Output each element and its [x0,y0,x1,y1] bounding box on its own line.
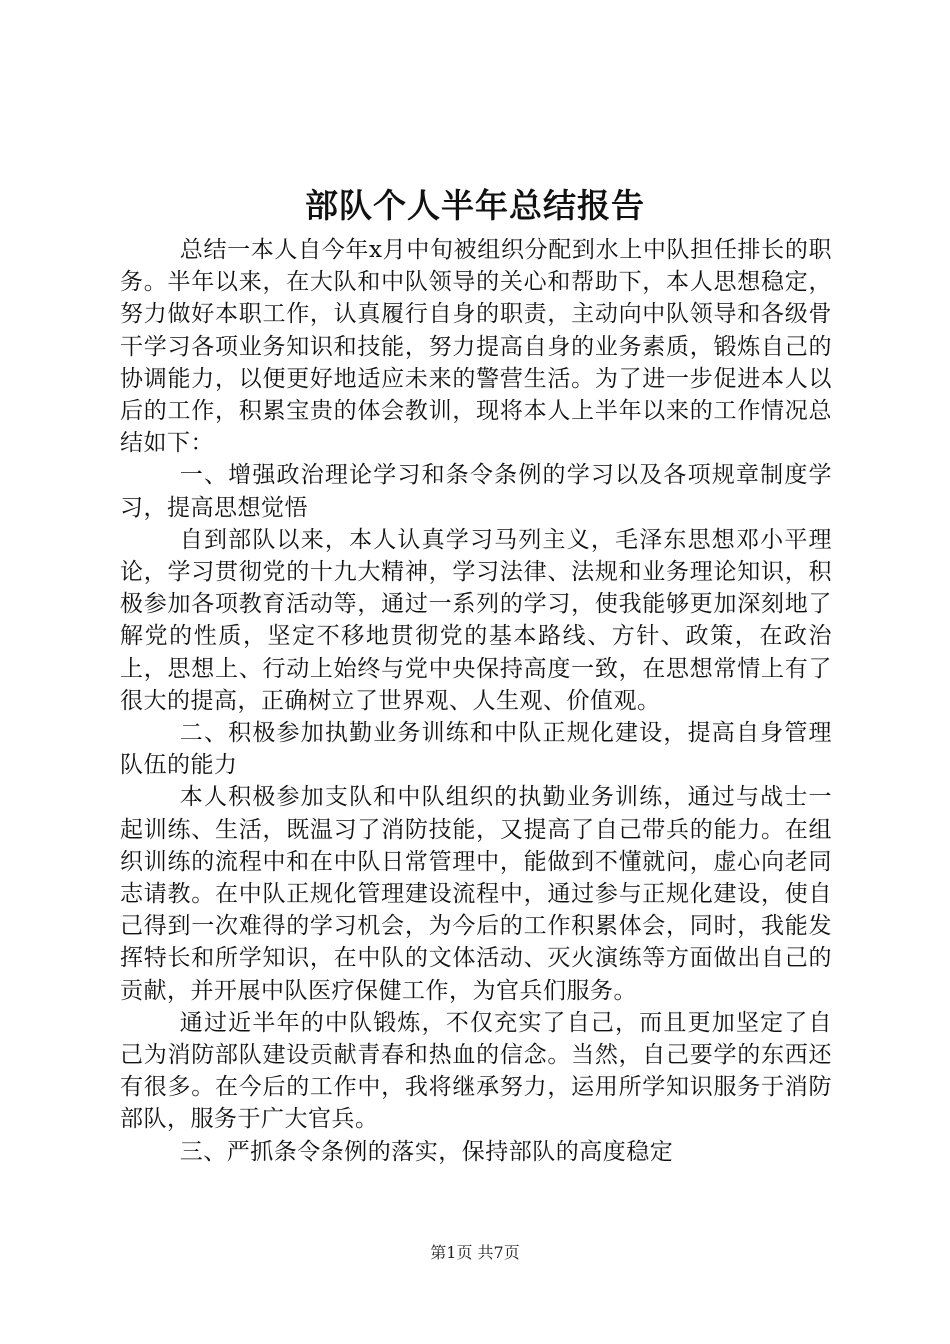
document-body [120,234,832,1168]
section-heading-1: 一、增强政治理论学习和条令条例的学习以及各项规章制度学习，提高思想觉悟 [120,462,832,521]
paragraph-intro: 总结一本人自今年x月中旬被组织分配到水上中队担任排长的职务。半年以来，在大队和中队领导的关心和帮助下，本人思想稳定，努力做好本职工作，认真履行自身的职责，主动向中队领导和各级骨干学习各项业务知识和技能，努力提高自身的业务素质，锻炼自己的协调能力，以便更好地适应未来的警营生活。为了进一步促进本人以后的工作，积累宝贵的体会教训，现将本人上半年以来的工作情况总结如下： [120,237,832,457]
page-number-footer: 第1页 共7页 [430,1243,520,1262]
document-title: 部队个人半年总结报告 [305,186,645,225]
paragraph-section-2-continued: 通过近半年的中队锻炼，不仅充实了自己，而且更加坚定了自己为消防部队建设贡献青春和热血的信念。当然，自己要学的东西还有很多。在今后的工作中，我将继承努力，运用所学知识服务于消防部队，服务于广大官兵。 [120,1009,832,1133]
section-heading-2: 二、积极参加执勤业务训练和中队正规化建设，提高自身管理队伍的能力 [120,720,832,779]
paragraph-section-1: 自到部队以来，本人认真学习马列主义，毛泽东思想邓小平理论，学习贯彻党的十九大精神，学习法律、法规和业务理论知识，积极参加各项教育活动等，通过一系列的学习，使我能够更加深刻地了解党的性质，坚定不移地贯彻党的基本路线、方针、政策，在政治上，思想上、行动上始终与党中央保持高度一致，在思想常情上有了很大的提高，正确树立了世界观、人生观、价值观。 [120,526,832,714]
section-heading-3: 三、严抓条令条例的落实，保持部队的高度稳定 [179,1138,674,1165]
paragraph-section-2: 本人积极参加支队和中队组织的执勤业务训练，通过与战士一起训练、生活，既温习了消防技能，又提高了自己带兵的能力。在组织训练的流程中和在中队日常管理中，能做到不懂就问，虚心向老同志请教。在中队正规化管理建设流程中，通过参与正规化建设，使自己得到一次难得的学习机会，为今后的工作积累体会，同时，我能发挥特长和所学知识，在中队的文体活动、灭火演练等方面做出自己的贡献，并开展中队医疗保健工作，为官兵们服务。 [120,784,832,1004]
